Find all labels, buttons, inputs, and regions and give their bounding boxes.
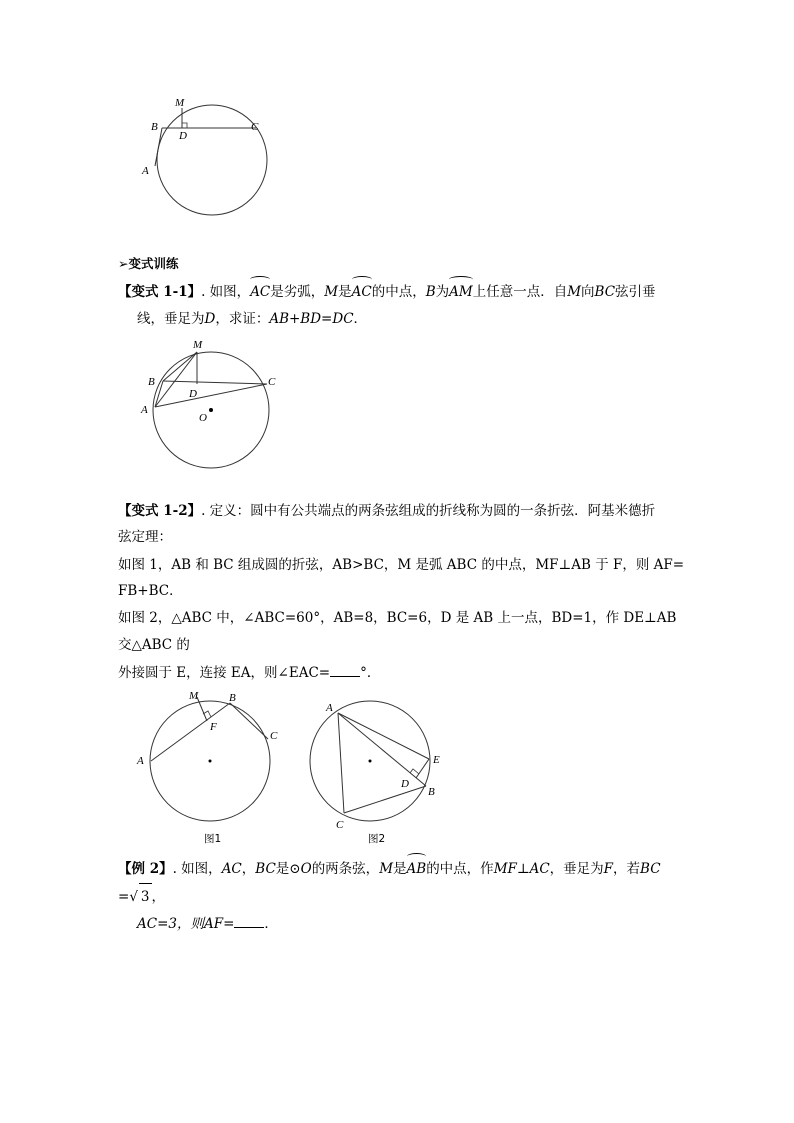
- label-C: C: [251, 121, 259, 133]
- label-B: B: [151, 121, 158, 133]
- v11-line1: 【变式 1-1】. 如图，AC是劣弧，M是AC的中点，B为AM上任意一点．自M向BC弦引垂: [118, 279, 656, 305]
- label-A: A: [137, 755, 144, 767]
- arc-ab: AB: [407, 856, 427, 882]
- v12-line1: 【变式 1-2】. 定义：圆中有公共端点的两条弦组成的折线称为圆的一条折弦．阿基米德折: [118, 503, 656, 519]
- ex2-line1: 【例 2】. 如图，AC，BC是⊙O的两条弦，M是AB的中点，作MF⊥AC，垂足为F，若BC: [118, 856, 661, 882]
- ex2-line3: AC=3，则AF= ．: [137, 911, 278, 937]
- section-marker: ➢: [118, 256, 129, 271]
- figure-v12-1: [132, 685, 292, 850]
- label-D: D: [179, 130, 187, 142]
- section-title: 变式训练: [128, 256, 179, 271]
- label-F: F: [210, 721, 217, 733]
- label-C: C: [336, 819, 344, 831]
- v11-tag: 【变式 1-1】: [118, 284, 202, 300]
- figure-top-svg: [135, 92, 270, 222]
- figure-v12-2: [300, 685, 460, 850]
- label-D: D: [401, 778, 409, 790]
- caption-fig2: 图2: [368, 833, 386, 845]
- v12-line7: 外接圆于 E，连接 EA，则∠EAC= °．: [118, 660, 380, 686]
- figure-top: [135, 92, 270, 222]
- caption-fig1: 图1: [204, 833, 222, 845]
- sqrt-value: 3: [139, 883, 152, 910]
- ex2-tag: 【例 2】: [118, 861, 173, 877]
- label-B: B: [229, 692, 236, 704]
- v12-line6: 交△ABC 的: [118, 637, 190, 653]
- answer-blank-2[interactable]: [234, 913, 264, 928]
- label-C: C: [268, 376, 276, 388]
- label-A: A: [142, 165, 149, 177]
- v12-tag: 【变式 1-2】: [118, 503, 202, 519]
- figure-v12-1-svg: [132, 685, 292, 850]
- v12-line2: 弦定理：: [118, 529, 172, 545]
- label-D: D: [189, 388, 197, 400]
- figure-v11-svg: [135, 335, 285, 475]
- section-heading: [118, 254, 179, 272]
- arc-am: AM: [449, 279, 473, 305]
- label-A: A: [141, 404, 148, 416]
- label-B: B: [148, 376, 155, 388]
- ex2-line2: =√ 3 ，: [118, 883, 165, 910]
- v11-line2: 线，垂足为D，求证：AB+BD=DC．: [137, 311, 368, 327]
- label-A: A: [326, 702, 333, 714]
- arc-ac-2: AC: [352, 279, 372, 305]
- label-C: C: [270, 730, 278, 742]
- label-M: M: [189, 690, 199, 702]
- label-B: B: [428, 786, 435, 798]
- v12-line4: FB+BC．: [118, 583, 183, 599]
- label-E: E: [433, 754, 440, 766]
- v12-line3: 如图 1，AB 和 BC 组成圆的折弦，AB>BC，M 是弧 ABC 的中点，MF⊥AB 于 F，则 AF=: [118, 557, 685, 573]
- figure-v12-2-svg: [300, 685, 460, 850]
- label-M: M: [175, 97, 185, 109]
- label-M: M: [193, 339, 203, 351]
- answer-blank[interactable]: [330, 662, 360, 677]
- figure-v11: [135, 335, 285, 475]
- label-O: O: [199, 412, 207, 424]
- v12-line5: 如图 2，△ABC 中，∠ABC=60°，AB=8，BC=6，D 是 AB 上一点，BD=1，作 DE⊥AB: [118, 610, 677, 626]
- arc-ac: AC: [250, 279, 270, 305]
